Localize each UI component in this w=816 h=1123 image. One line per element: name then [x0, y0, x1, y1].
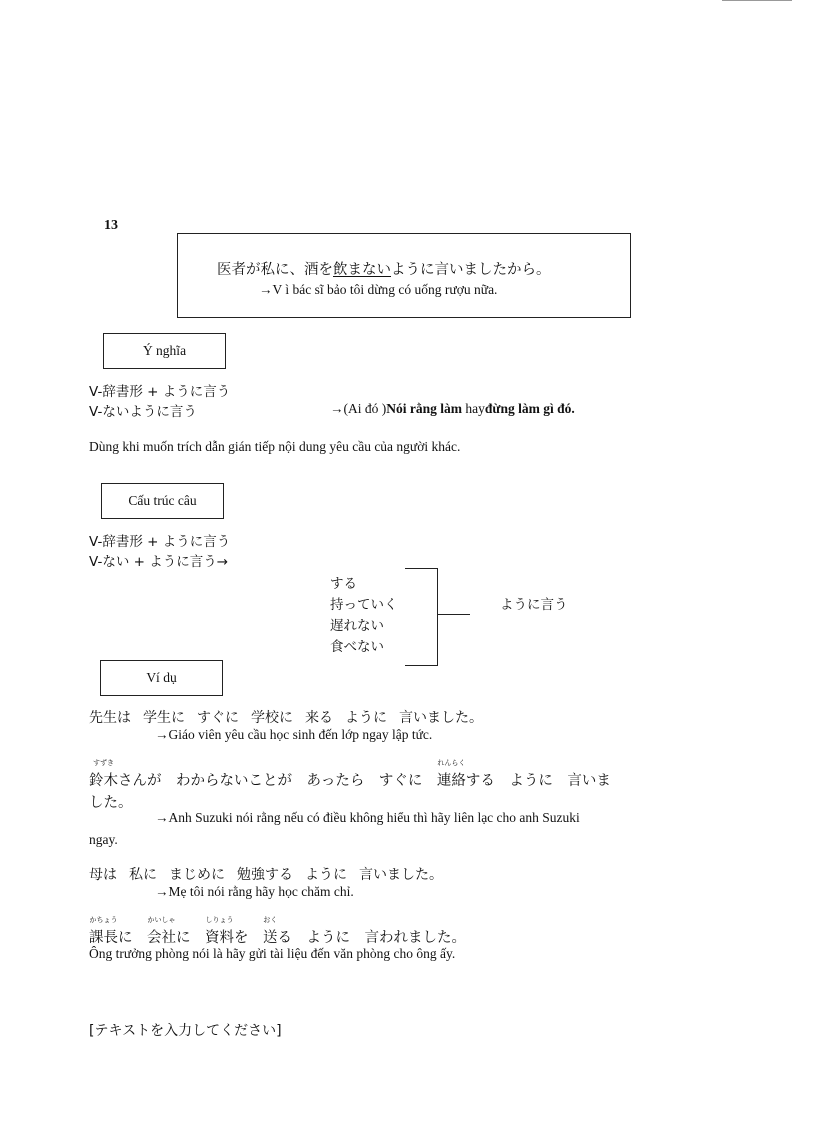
meaning-line2-gloss	[330, 401, 575, 417]
ex4-ruby	[89, 916, 118, 947]
ex1-word: 来る	[305, 710, 333, 726]
example-1-vi: →Giáo viên yêu cầu học sinh đến lớp ngay lập tức.	[155, 727, 433, 742]
structure-bracket-connector	[437, 614, 470, 615]
header-jp-underlined: 飲まない	[333, 262, 391, 278]
example-4-vi: Ông trưởng phòng nói là hãy gửi tài liệu đến văn phòng cho ông ấy.	[89, 946, 456, 961]
ruby-base: 資料	[205, 930, 234, 946]
header-example-jp	[217, 258, 551, 279]
ex2-ruby-suzuki	[89, 759, 118, 790]
ex2-part2: する ように 言いま	[465, 773, 611, 789]
ex1-word: 学校に	[251, 710, 293, 726]
ex4-ruby	[263, 916, 278, 947]
structure-line2: V-ない + ように言う→	[89, 554, 229, 570]
structure-suffix: ように言う	[500, 597, 568, 613]
meaning-arrow: →(Ai đó )	[330, 401, 387, 416]
ex4-ruby	[205, 916, 234, 947]
structure-verb: 持っていく	[330, 597, 398, 613]
ruby-base: 会社	[147, 930, 176, 946]
example-1-jp	[89, 707, 495, 727]
ruby-text: おく	[263, 916, 278, 924]
ex4-particle: に	[176, 930, 205, 946]
meaning-line2: V-ないように言う	[89, 404, 197, 420]
example-3-vi: →Mẹ tôi nói rằng hãy học chăm chỉ.	[155, 884, 354, 899]
header-jp-post: ように言いましたから。	[391, 262, 551, 278]
structure-line1: V-辞書形 + ように言う	[89, 534, 231, 550]
ex3-word: 勉強する	[237, 867, 293, 883]
ex4-particle: を	[234, 930, 263, 946]
ruby-text: れんらく	[437, 759, 466, 767]
header-jp-pre: 医者が私に、酒を	[217, 262, 333, 278]
ruby-base: 連絡	[436, 773, 466, 789]
ruby-text: すずき	[92, 759, 115, 767]
section-number: 13	[104, 218, 118, 233]
ex3-word: 母は	[89, 867, 117, 883]
meaning-label: Ý nghĩa	[103, 333, 226, 369]
ruby-base: 課長	[89, 930, 118, 946]
ex1-word: すぐに	[197, 710, 239, 726]
ex4-particle: る ように 言われました。	[277, 930, 466, 946]
ruby-text: しりょう	[205, 916, 234, 924]
ex3-word: まじめに	[169, 867, 225, 883]
ex3-word: 私に	[129, 867, 157, 883]
example-2-jp	[89, 759, 611, 790]
ex3-word: ように	[305, 867, 347, 883]
example-2-vi-1: →Anh Suzuki nói rằng nếu có điều không hiểu thì hãy liên lạc cho anh Suzuki	[155, 810, 580, 825]
ex2-part1: さんが わからないことが あったら すぐに	[118, 773, 437, 789]
example-2-jp-cont: した。	[89, 795, 133, 811]
header-rule	[722, 0, 792, 1]
examples-label: Ví dụ	[100, 660, 223, 696]
example-3-jp	[89, 864, 455, 884]
ruby-base: 鈴木	[89, 773, 118, 789]
structure-verb: 遅れない	[330, 618, 384, 634]
structure-verb: 食べない	[330, 639, 384, 655]
meaning-usage: Dùng khi muốn trích dẫn gián tiếp nội dung yêu cầu của người khác.	[89, 439, 461, 454]
ruby-base: 送	[263, 930, 278, 946]
ruby-text: かちょう	[89, 916, 118, 924]
ex4-ruby	[147, 916, 176, 947]
example-2-vi-2: ngay.	[89, 832, 118, 847]
ex1-word: 学生に	[143, 710, 185, 726]
meaning-bold2: đừng làm gì đó.	[484, 401, 575, 416]
ex2-ruby-renraku	[436, 759, 466, 790]
text-placeholder[interactable]: [テキストを入力してください]	[89, 1023, 282, 1039]
structure-label: Cấu trúc câu	[101, 483, 224, 519]
ruby-text: かいしゃ	[147, 916, 176, 924]
meaning-line1: V-辞書形 + ように言う	[89, 384, 231, 400]
ex1-word: ように	[345, 710, 387, 726]
ex1-word: 先生は	[89, 710, 131, 726]
ex3-word: 言いました。	[359, 867, 443, 883]
ex4-particle: に	[118, 930, 147, 946]
structure-verb: する	[330, 576, 357, 592]
meaning-bold1: Nói rằng làm	[386, 401, 466, 416]
example-4-jp	[89, 916, 466, 947]
header-example-vi: →V ì bác sĩ bảo tôi dừng có uống rượu nữa.	[259, 282, 498, 297]
structure-bracket	[405, 568, 438, 666]
ex1-word: 言いました。	[399, 710, 483, 726]
meaning-mid: hay	[465, 401, 485, 416]
